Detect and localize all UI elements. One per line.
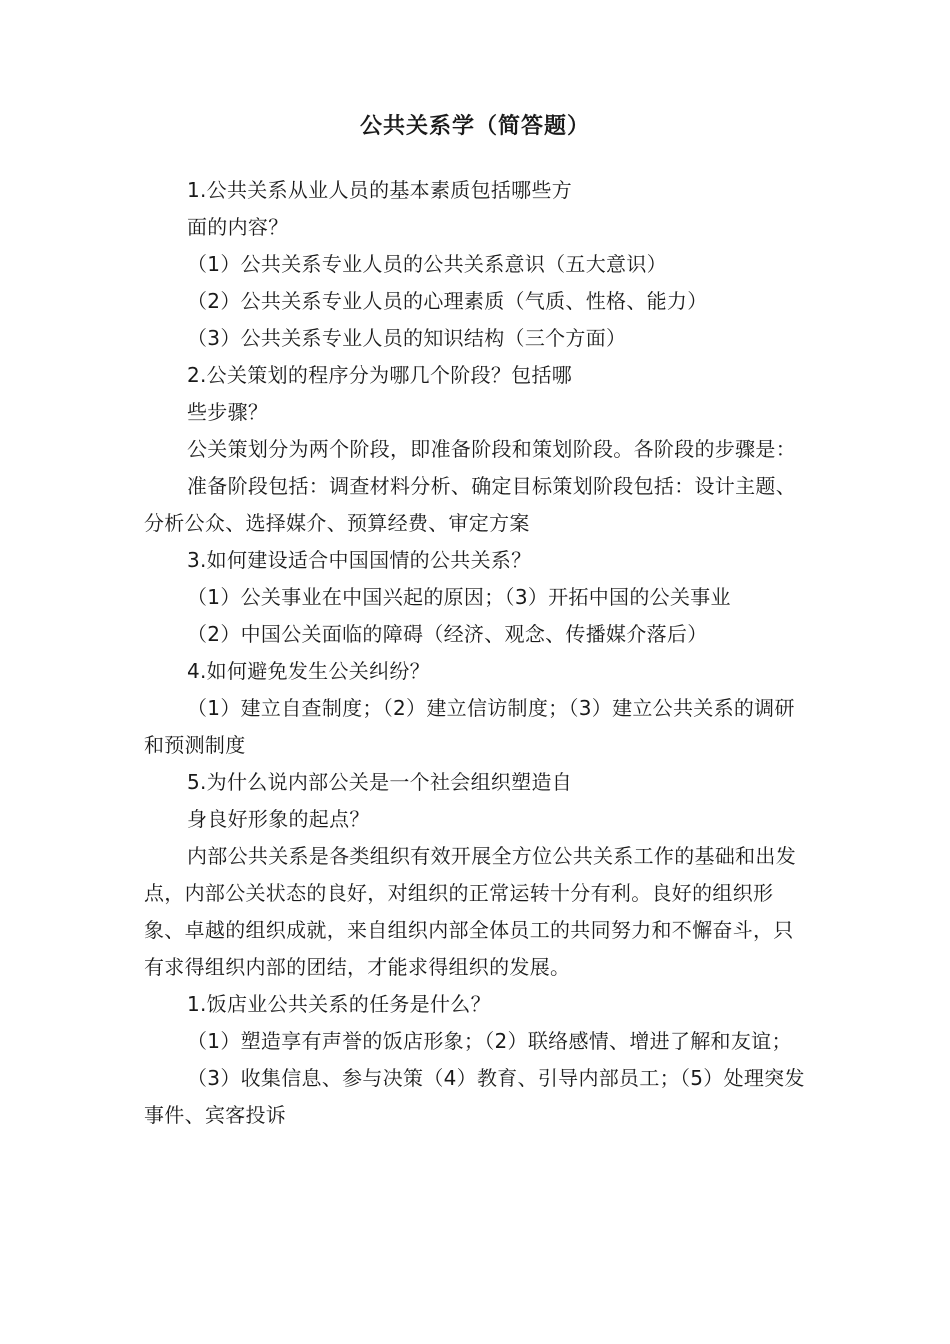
answer-line: （1）公关事业在中国兴起的原因；（3）开拓中国的公关事业 xyxy=(187,585,731,609)
question-line: 1.公共关系从业人员的基本素质包括哪些方 xyxy=(187,178,573,202)
answer-line: （2）中国公关面临的障碍（经济、观念、传播媒介落后） xyxy=(187,622,708,646)
question-line: 1.饭店业公共关系的任务是什么？ xyxy=(187,992,491,1016)
question-line: 面的内容？ xyxy=(187,215,289,239)
document-body xyxy=(144,172,812,1134)
answer-paragraph: 准备阶段包括：调查材料分析、确定目标策划阶段包括：设计主题、分析公众、选择媒介、预算经费、审定方案 xyxy=(144,474,796,535)
question-line: 些步骤？ xyxy=(187,400,269,424)
question-line: 身良好形象的起点？ xyxy=(187,807,370,831)
answer-line: （2）公共关系专业人员的心理素质（气质、性格、能力） xyxy=(187,289,708,313)
answer-paragraph: 内部公共关系是各类组织有效开展全方位公共关系工作的基础和出发点，内部公关状态的良好，对组织的正常运转十分有利。良好的组织形象、卓越的组织成就，来自组织内部全体员工的共同努力和不懈奋斗，只有求得组织内部的团结，才能求得组织的发展。 xyxy=(144,844,796,979)
question-line: 4.如何避免发生公关纠纷？ xyxy=(187,659,430,683)
question-line: 5.为什么说内部公关是一个社会组织塑造自 xyxy=(187,770,573,794)
answer-paragraph: （3）收集信息、参与决策（4）教育、引导内部员工；（5）处理突发事件、宾客投诉 xyxy=(144,1066,805,1127)
answer-line: （1）公共关系专业人员的公共关系意识（五大意识） xyxy=(187,252,667,276)
answer-paragraph: 公关策划分为两个阶段，即准备阶段和策划阶段。各阶段的步骤是： xyxy=(187,437,796,461)
page-title: 公共关系学（简答题） xyxy=(359,114,590,139)
question-line: 2.公关策划的程序分为哪几个阶段？包括哪 xyxy=(187,363,573,387)
answer-paragraph: （1）塑造享有声誉的饭店形象；（2）联络感情、增进了解和友谊； xyxy=(187,1029,792,1053)
answer-paragraph: （1）建立自查制度；（2）建立信访制度；（3）建立公共关系的调研和预测制度 xyxy=(144,696,795,757)
question-line: 3.如何建设适合中国国情的公共关系？ xyxy=(187,548,532,572)
answer-line: （3）公共关系专业人员的知识结构（三个方面） xyxy=(187,326,627,350)
